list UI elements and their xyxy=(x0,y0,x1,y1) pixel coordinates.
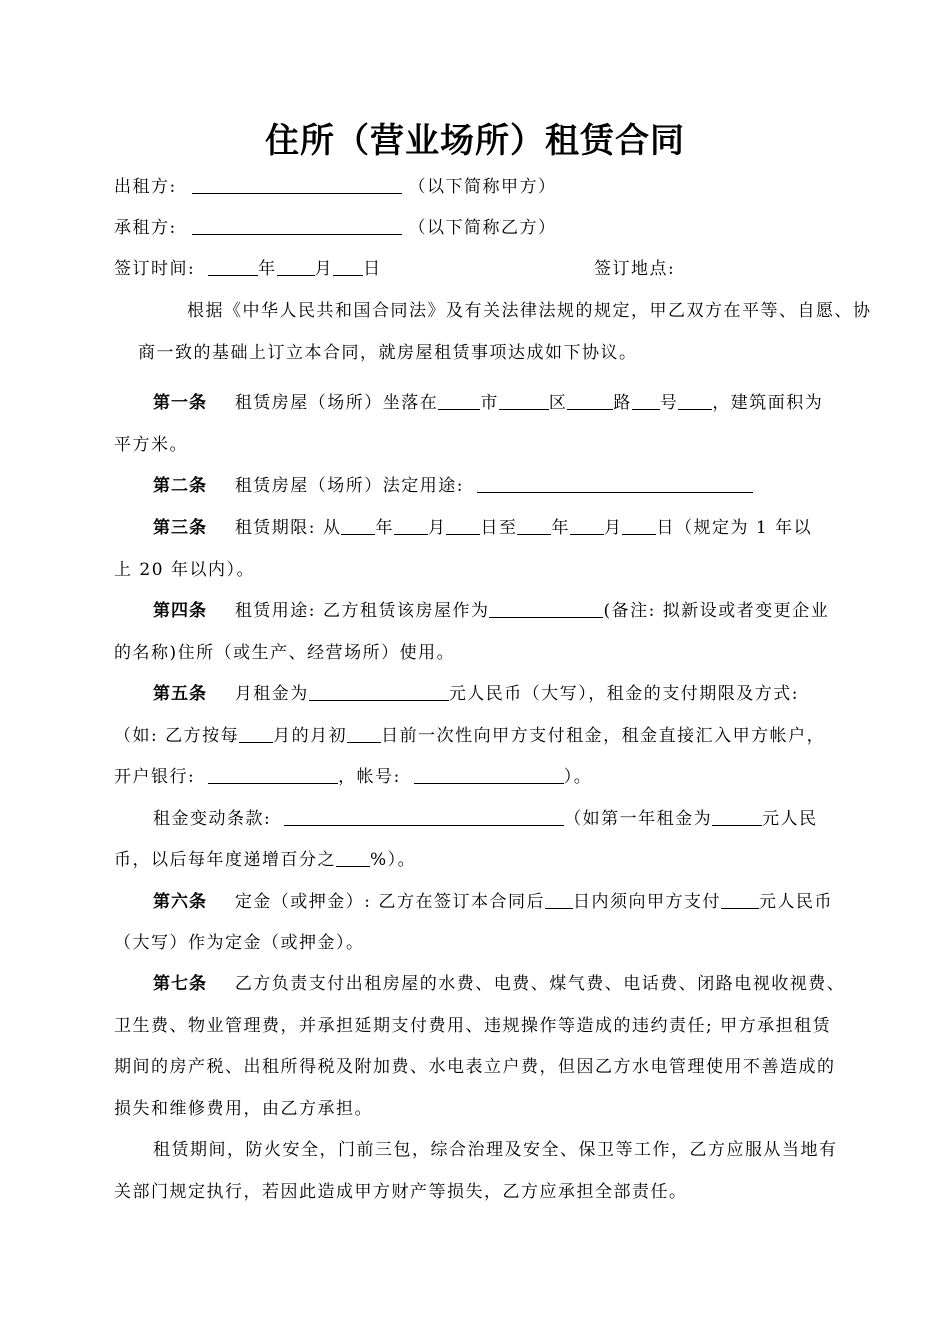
start-month-label: 月 xyxy=(427,518,447,538)
end-day-blank[interactable] xyxy=(622,514,656,535)
lessor-note: （以下简称甲方） xyxy=(408,177,557,197)
end-year-blank[interactable] xyxy=(517,514,551,535)
article-2-line xyxy=(153,471,753,501)
rent-change-unit: 元人民 xyxy=(762,809,818,829)
article-5-text: 月租金为 xyxy=(234,684,309,704)
lessor-blank[interactable] xyxy=(192,173,402,194)
payment-month-blank[interactable] xyxy=(239,722,273,743)
safety-line-2: 关部门规定执行，若因此造成甲方财产等损失，乙方应承担全部责任。 xyxy=(114,1182,688,1202)
payment-day-blank[interactable] xyxy=(347,722,381,743)
increase-percent-blank[interactable] xyxy=(336,846,370,867)
article-5-line-2 xyxy=(114,721,825,751)
article-7-line-4: 损失和维修费用，由乙方承担。 xyxy=(114,1099,373,1119)
article-4-heading: 第四条 xyxy=(153,601,207,621)
article-2-heading: 第二条 xyxy=(153,476,207,496)
payment-text-1: （如: 乙方按每 xyxy=(114,726,240,746)
document-title: 住所（营业场所）租赁合同 xyxy=(265,121,685,161)
article-5-line-1 xyxy=(153,679,799,709)
rent-change-blank[interactable] xyxy=(284,805,564,826)
area-blank[interactable] xyxy=(678,389,712,410)
sign-day-blank[interactable] xyxy=(333,255,363,276)
monthly-rent-blank[interactable] xyxy=(309,680,449,701)
bank-label: 开户银行: xyxy=(114,767,196,787)
rent-change-label: 租金变动条款: xyxy=(153,809,272,829)
article-6-text-3: 元人民币 xyxy=(758,892,833,912)
sign-day-label: 日 xyxy=(363,259,382,279)
usage-blank[interactable] xyxy=(489,597,603,618)
end-year-label: 年 xyxy=(551,518,570,538)
article-5-heading: 第五条 xyxy=(153,684,207,704)
legal-use-blank[interactable] xyxy=(477,472,753,493)
article-7-line-1 xyxy=(153,969,845,999)
sign-time-label: 签订时间: xyxy=(114,259,196,279)
article-7-line-3: 期间的房产税、出租所得税及附加费、水电表立户费，但因乙方水电管理使用不善造成的 xyxy=(114,1057,836,1077)
article-4-text: 租赁用途: 乙方租赁该房屋作为 xyxy=(234,601,490,621)
end-month-blank[interactable] xyxy=(570,514,604,535)
article-5-line-3 xyxy=(114,762,592,792)
sign-time-line xyxy=(114,254,382,284)
sign-place-label: 签订地点: xyxy=(594,259,676,279)
start-year-label: 年 xyxy=(375,518,394,538)
article-1-heading: 第一条 xyxy=(153,393,207,413)
city-blank[interactable] xyxy=(438,389,480,410)
start-year-blank[interactable] xyxy=(341,514,375,535)
sign-month-blank[interactable] xyxy=(277,255,315,276)
deposit-amount-blank[interactable] xyxy=(721,888,759,909)
rent-change-line-2 xyxy=(114,845,416,875)
account-close: ）。 xyxy=(563,767,593,787)
article-4-note: (备注: 拟新设或者变更企业 xyxy=(603,601,830,621)
article-1-text: 租赁房屋（场所）坐落在 xyxy=(234,393,439,413)
article-3-line-2: 上 20 年以内）。 xyxy=(114,560,255,580)
end-month-label: 月 xyxy=(603,518,623,538)
rent-change-text: （如第一年租金为 xyxy=(564,809,713,829)
article-6-line-2: （大写）作为定金（或押金）。 xyxy=(114,933,365,953)
payment-text-3: 日前一次性向甲方支付租金，租金直接汇入甲方帐户， xyxy=(381,726,826,746)
sign-place-line xyxy=(594,254,675,284)
end-day-label: 日（规定为 1 年以 xyxy=(656,518,813,538)
lessee-note: （以下简称乙方） xyxy=(408,218,557,238)
increase-text: 币，以后每年度递增百分之 xyxy=(114,850,336,870)
sign-year-label: 年 xyxy=(258,259,277,279)
number-label: 号 xyxy=(659,393,679,413)
number-blank[interactable] xyxy=(632,389,660,410)
road-blank[interactable] xyxy=(567,389,613,410)
bank-blank[interactable] xyxy=(208,763,338,784)
article-7-text: 乙方负责支付出租房屋的水费、电费、煤气费、电话费、闭路电视收视费、 xyxy=(234,974,846,994)
start-month-blank[interactable] xyxy=(394,514,428,535)
article-6-heading: 第六条 xyxy=(153,892,207,912)
lessor-label: 出租方: xyxy=(114,177,177,197)
first-year-rent-blank[interactable] xyxy=(712,805,762,826)
article-6-text-2: 日内须向甲方支付 xyxy=(572,892,721,912)
payment-text-2: 月的月初 xyxy=(273,726,348,746)
article-3-text: 租赁期限: 从 xyxy=(234,518,342,538)
article-5-text-2: 元人民币（大写），租金的支付期限及方式: xyxy=(448,684,800,704)
road-label: 路 xyxy=(613,393,632,413)
article-6-text: 定金（或押金）: 乙方在签订本合同后 xyxy=(234,892,545,912)
city-label: 市 xyxy=(480,393,499,413)
lessee-line xyxy=(114,213,557,243)
article-4-line-2: 的名称)住所（或生产、经营场所）使用。 xyxy=(114,643,456,663)
safety-line-1: 租赁期间，防火安全，门前三包，综合治理及安全、保卫等工作，乙方应服从当地有 xyxy=(153,1140,838,1160)
article-4-line-1 xyxy=(153,596,829,626)
article-1-line-1 xyxy=(153,388,823,418)
lessee-blank[interactable] xyxy=(192,214,402,235)
article-6-line-1 xyxy=(153,887,833,917)
preamble-line-1: 根据《中华人民共和国合同法》及有关法律法规的规定，甲乙双方在平等、自愿、协 xyxy=(187,301,872,321)
account-blank[interactable] xyxy=(414,763,564,784)
district-blank[interactable] xyxy=(499,389,549,410)
sign-year-blank[interactable] xyxy=(208,255,258,276)
deposit-days-blank[interactable] xyxy=(545,888,573,909)
rent-change-line-1 xyxy=(153,804,818,834)
district-label: 区 xyxy=(548,393,568,413)
article-1-line-2: 平方米。 xyxy=(114,435,188,455)
article-2-text: 租赁房屋（场所）法定用途: xyxy=(234,476,465,496)
start-day-blank[interactable] xyxy=(446,514,480,535)
article-7-heading: 第七条 xyxy=(153,974,207,994)
article-3-heading: 第三条 xyxy=(153,518,207,538)
article-7-line-2: 卫生费、物业管理费，并承担延期支付费用、违规操作等造成的违约责任; 甲方承担租赁 xyxy=(114,1016,832,1036)
start-day-label: 日至 xyxy=(480,518,518,538)
article-3-line-1 xyxy=(153,513,812,543)
lessor-line xyxy=(114,172,557,202)
sign-month-label: 月 xyxy=(314,259,334,279)
increase-close: %）。 xyxy=(370,850,417,870)
lessee-label: 承租方: xyxy=(114,218,177,238)
area-label: ，建筑面积为 xyxy=(712,393,824,413)
account-label: ，帐号: xyxy=(338,767,401,787)
preamble-line-2: 商一致的基础上订立本合同，就房屋租赁事项达成如下协议。 xyxy=(138,343,638,363)
